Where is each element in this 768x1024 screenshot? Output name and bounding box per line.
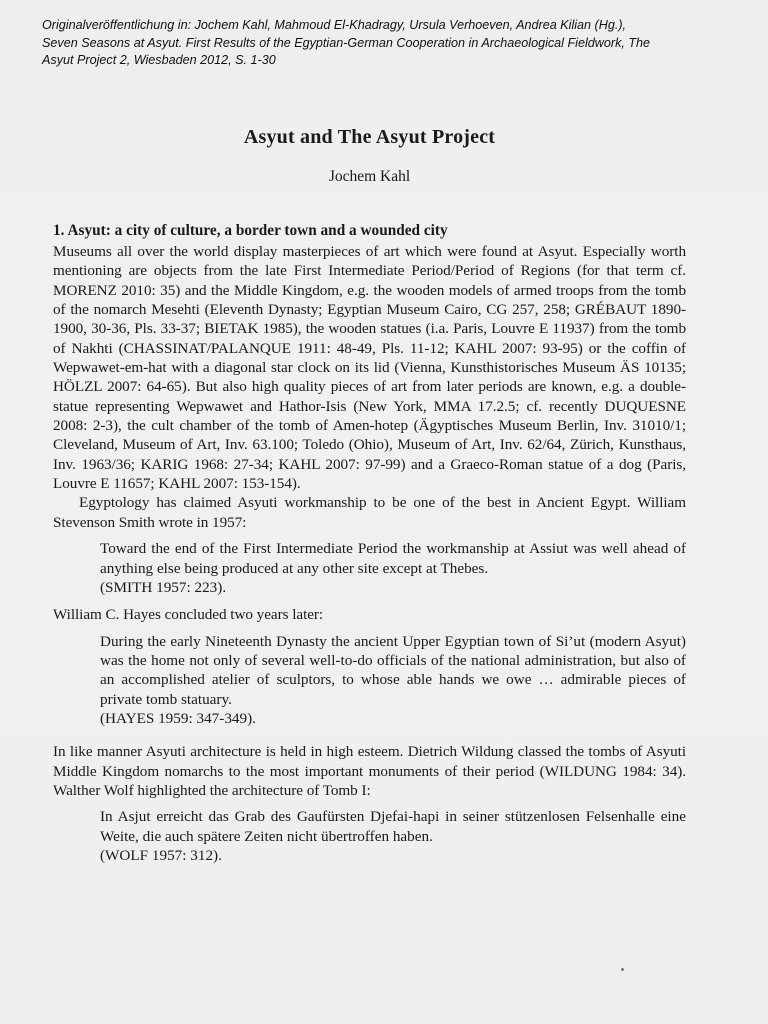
publication-note-line: Seven Seasons at Asyut. First Results of the Egyptian-German Cooperation in Archaeological Fieldwork, The: [42, 35, 651, 50]
block-quote: [100, 539, 686, 597]
quote-citation: (HAYES 1959: 347-349).: [100, 709, 256, 727]
publication-note-line: Originalveröffentlichung in: Jochem Kahl, Mahmoud El-Khadragy, Ursula Verhoeven, Andrea Kilian (Hg.),: [42, 18, 627, 32]
article-author: Jochem Kahl: [328, 168, 411, 185]
article-page: [53, 124, 686, 873]
article-title: Asyut and The Asyut Project: [243, 126, 496, 148]
quote-text: During the early Nineteenth Dynasty the ancient Upper Egyptian town of Si’ut (modern Asyut) was the home not only of several well-to-do officials of the national administration, but also of an accomplished atelier of sculptors, to whose able hands we owe … admirable pieces of private tomb statuary.: [100, 632, 686, 708]
section-heading: 1. Asyut: a city of culture, a border town and a wounded city: [53, 222, 448, 239]
quote-citation: (WOLF 1957: 312).: [100, 846, 222, 864]
block-quote: [100, 807, 686, 865]
publication-note-line: Asyut Project 2, Wiesbaden 2012, S. 1-30: [42, 53, 276, 67]
body-paragraph: In like manner Asyuti architecture is held in high esteem. Dietrich Wildung classed the tombs of Asyuti Middle Kingdom nomarchs to the most important monuments of their period (WILDUNG 1984: 34). Walther Wolf highlighted the architecture of Tomb I:: [53, 743, 686, 799]
quote-text: In Asjut erreicht das Grab des Gaufürsten Djefai-hapi in seiner stützenlosen Felsenhalle eine Weite, die auch spätere Zeiten nicht übertroffen haben.: [100, 808, 686, 845]
body-paragraph: Egyptology has claimed Asyuti workmanship to be one of the best in Ancient Egypt. William Stevenson Smith wrote in 1957:: [53, 494, 686, 531]
block-quote: [100, 632, 686, 729]
scan-speck: [621, 968, 624, 971]
body-paragraph: Museums all over the world display masterpieces of art which were found at Asyut. Especially worth mentioning are objects from the late First Intermediate Period/Period of Regions (for that term cf. MORENZ 2010: 35) and the Middle Kingdom, e.g. the wooden models of armed troops from the tomb of the nomarch Mesehti (Eleventh Dynasty; Egyptian Museum Cairo, CG 257, 258; GRÉBAUT 1890-1900, 30-36, Pls. 33-37; BIETAK 1985), the wooden statues (i.a. Paris, Louvre E 11937) from the tomb of Nakhti (CHASSINAT/PALANQUE 1911: 48-49, Pls. 11-12; KAHL 2007: 93-95) or the coffin of Wepwawet-em-hat with a diagonal star clock on its lid (Vienna, Kunsthistorisches Museum ÄS 10135; HÖLZL 2007: 64-65). But also high quality pieces of art from later periods are known, e.g. a double-statue representing Wepwawet and Hathor-Isis (New York, MMA 17.2.5; cf. recently DUQUESNE 2008: 2-3), the cult chamber of the tomb of Amen-hotep (Ägyptisches Museum Berlin, Inv. 31010/1; Cleveland, Museum of Art, Inv. 63.100; Toledo (Ohio), Museum of Art, Inv. 62/64, Zürich, Kunsthaus, Inv. 1963/36; KARIG 1968: 27-34; KAHL 2007: 97-99) and a Graeco-Roman statue of a dog (Paris, Louvre E 11657; KAHL 2007: 153-154).: [53, 243, 686, 493]
publication-note: [42, 17, 758, 70]
quote-citation: (SMITH 1957: 223).: [100, 578, 227, 596]
body-paragraph: William C. Hayes concluded two years later:: [53, 606, 324, 624]
quote-text: Toward the end of the First Intermediate Period the workmanship at Assiut was well ahead of anything else being produced at any other site except at Thebes.: [100, 540, 686, 577]
